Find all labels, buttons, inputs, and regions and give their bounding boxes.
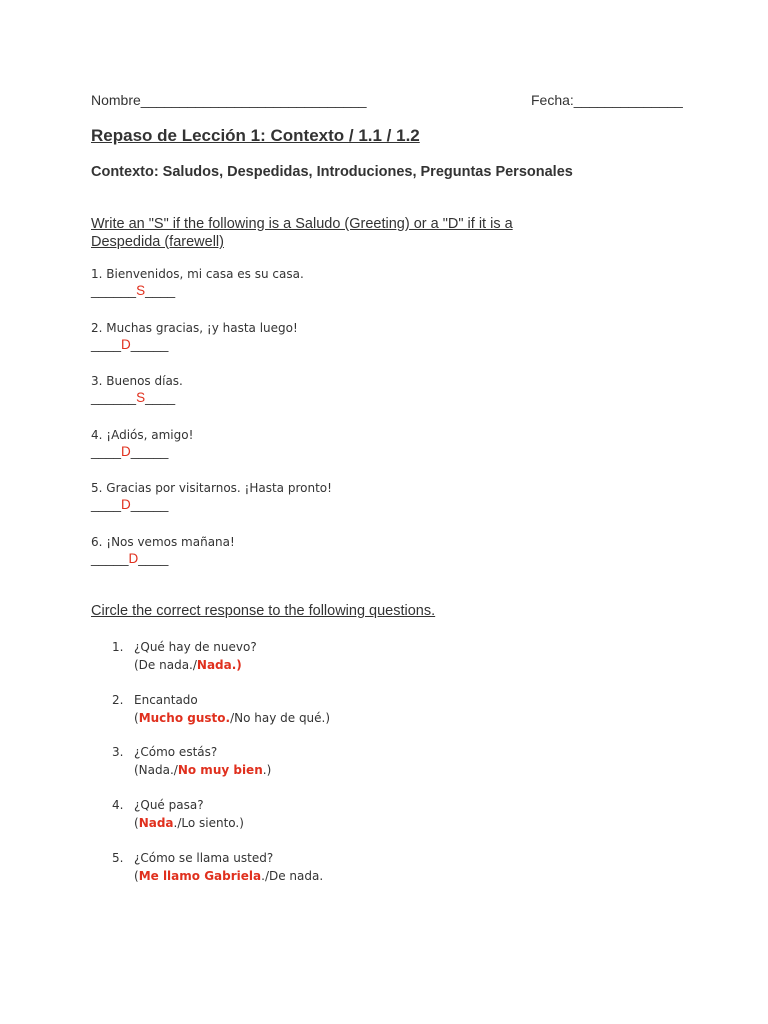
answer-value: S xyxy=(136,283,146,298)
list-item xyxy=(112,638,257,674)
section1-instruction: Write an "S" if the following is a Saludo (Greeting) or a "D" if it is a Despedida (farewell) xyxy=(91,216,513,250)
answer-line: ____D_____ xyxy=(91,497,169,512)
list-item xyxy=(112,691,330,727)
list-item xyxy=(91,319,298,355)
item-number: 4. xyxy=(112,798,124,812)
list-item xyxy=(91,479,332,515)
question-text: Encantado xyxy=(134,693,198,707)
answer-value: D xyxy=(121,444,131,459)
list-item xyxy=(112,849,323,885)
options-line: (Mucho gusto./No hay de qué.) xyxy=(134,711,331,725)
list-item xyxy=(112,743,271,779)
correct-option: Nada.) xyxy=(196,658,242,672)
item-number: 2. xyxy=(112,693,124,707)
answer-value: D xyxy=(121,337,131,352)
correct-option: Me llamo Gabriela xyxy=(138,869,262,883)
question-text: ¿Cómo se llama usted? xyxy=(134,851,274,865)
options-line: (Nada./Lo siento.) xyxy=(134,816,244,830)
answer-line: _____D____ xyxy=(91,551,169,566)
answer-value: S xyxy=(136,390,146,405)
correct-option: No muy bien xyxy=(177,763,263,777)
fecha-field: Fecha:______________ xyxy=(531,92,683,108)
question-text: ¿Qué hay de nuevo? xyxy=(134,640,257,654)
question-text: ¿Cómo estás? xyxy=(134,745,218,759)
item-number: 1. xyxy=(112,640,124,654)
list-item xyxy=(91,372,183,408)
list-item xyxy=(91,265,304,301)
answer-value: D xyxy=(128,551,139,566)
question-text: 4. ¡Adiós, amigo! xyxy=(91,428,194,442)
item-number: 5. xyxy=(112,851,124,865)
answer-line: ______S____ xyxy=(91,283,176,298)
item-number: 3. xyxy=(112,745,124,759)
list-item xyxy=(91,426,193,462)
question-text: 5. Gracias por visitarnos. ¡Hasta pronto! xyxy=(91,481,332,495)
contexto-line: Contexto: Saludos, Despedidas, Introduciones, Preguntas Personales xyxy=(91,164,573,180)
question-text: 3. Buenos días. xyxy=(91,374,183,388)
correct-option: Mucho gusto. xyxy=(138,711,231,725)
question-text: 1. Bienvenidos, mi casa es su casa. xyxy=(91,267,304,281)
answer-line: ____D_____ xyxy=(91,444,169,459)
options-line: (De nada./Nada.) xyxy=(134,658,242,672)
list-item xyxy=(112,796,244,832)
answer-line: ____D_____ xyxy=(91,337,169,352)
answer-line: ______S____ xyxy=(91,390,176,405)
section2-instruction: Circle the correct response to the following questions. xyxy=(91,603,436,619)
question-text: ¿Qué pasa? xyxy=(134,798,204,812)
answer-value: D xyxy=(121,497,131,512)
correct-option: Nada xyxy=(138,816,174,830)
nombre-field: Nombre_____________________________ xyxy=(91,92,367,108)
question-text: 6. ¡Nos vemos mañana! xyxy=(91,535,235,549)
question-text: 2. Muchas gracias, ¡y hasta luego! xyxy=(91,321,298,335)
page-title: Repaso de Lección 1: Contexto / 1.1 / 1.2 xyxy=(91,126,420,145)
list-item xyxy=(91,533,235,569)
options-line: (Me llamo Gabriela./De nada. xyxy=(134,869,324,883)
options-line: (Nada./No muy bien.) xyxy=(134,763,272,777)
